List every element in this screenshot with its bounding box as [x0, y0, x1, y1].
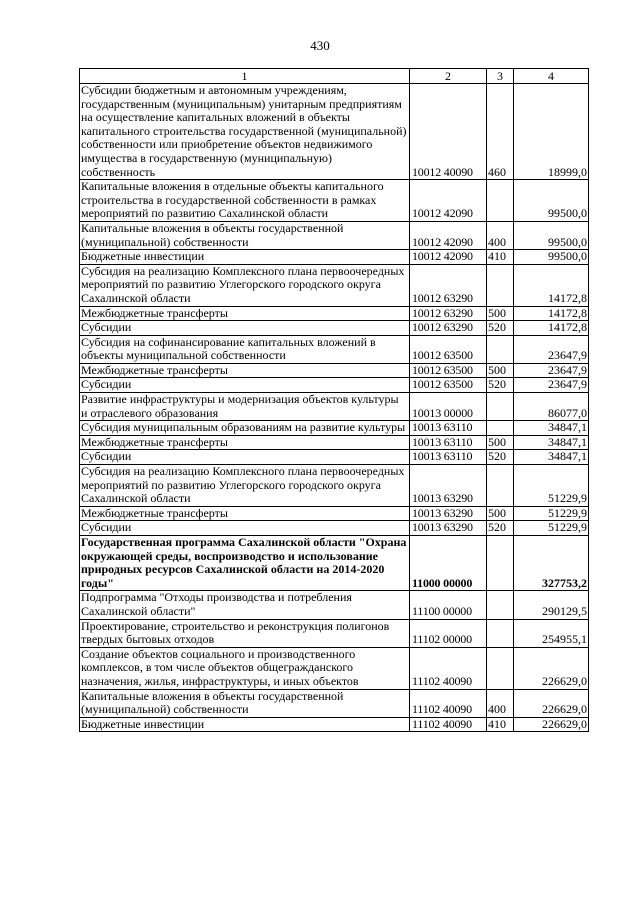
table-row: [80, 435, 589, 450]
row-vr: 400: [487, 689, 514, 717]
table-row: [80, 306, 589, 321]
row-code: 11102 40090: [410, 647, 487, 689]
row-name: Межбюджетные трансферты: [80, 435, 410, 450]
row-vr: [487, 421, 514, 436]
row-amount: 34847,1: [514, 450, 589, 465]
row-code: 11000 00000: [410, 536, 487, 591]
row-amount: 18999,0: [514, 84, 589, 180]
row-name: Межбюджетные трансферты: [80, 363, 410, 378]
row-vr: 500: [487, 506, 514, 521]
row-code: 10013 63110: [410, 450, 487, 465]
row-name: Создание объектов социального и производственного комплексов, в том числе объектов общегражданского назначения, жилья, инфраструктуры, и иных объектов: [80, 647, 410, 689]
row-code: 10012 63290: [410, 306, 487, 321]
table-header-row: [80, 69, 589, 84]
table-row: [80, 264, 589, 306]
row-code: 11102 40090: [410, 689, 487, 717]
table-row: [80, 250, 589, 265]
row-name: Субсидии: [80, 450, 410, 465]
row-name: Подпрограмма "Отходы производства и потребления Сахалинской области": [80, 591, 410, 619]
row-code: 10012 40090: [410, 84, 487, 180]
row-name: Межбюджетные трансферты: [80, 506, 410, 521]
table-row: [80, 717, 589, 732]
row-vr: [487, 536, 514, 591]
row-vr: 520: [487, 321, 514, 336]
row-amount: 99500,0: [514, 250, 589, 265]
table-row: [80, 536, 589, 591]
row-name: Субсидии бюджетным и автономным учреждениям, государственным (муниципальным) унитарным предприятиям на осуществление капитальных вложений в объекты капитального строительства государственной (муниципальной) собственности или приобретение объектов недвижимого имущества в государственную (муниципальную) собственность: [80, 84, 410, 180]
row-code: 10012 63290: [410, 264, 487, 306]
row-name: Субсидия на софинансирование капитальных вложений в объекты муниципальной собственности: [80, 335, 410, 363]
row-amount: 34847,1: [514, 435, 589, 450]
row-amount: 290129,5: [514, 591, 589, 619]
row-code: 10013 63290: [410, 506, 487, 521]
table-row: [80, 421, 589, 436]
row-name: Субсидии: [80, 378, 410, 393]
row-name: Субсидия на реализацию Комплексного плана первоочередных мероприятий по развитию Углегорского городского округа Сахалинской области: [80, 264, 410, 306]
row-amount: 23647,9: [514, 363, 589, 378]
row-code: 10013 63290: [410, 521, 487, 536]
page-number: 430: [310, 38, 330, 53]
row-code: 11102 00000: [410, 619, 487, 647]
row-amount: 327753,2: [514, 536, 589, 591]
row-name: Капитальные вложения в объекты государственной (муниципальной) собственности: [80, 689, 410, 717]
row-amount: 23647,9: [514, 378, 589, 393]
row-amount: 51229,9: [514, 521, 589, 536]
table-row: [80, 180, 589, 222]
row-code: 10012 42090: [410, 180, 487, 222]
row-amount: 14172,8: [514, 321, 589, 336]
row-name: Межбюджетные трансферты: [80, 306, 410, 321]
table-row: [80, 647, 589, 689]
row-code: 10013 63110: [410, 435, 487, 450]
row-name: Субсидии: [80, 321, 410, 336]
row-vr: 500: [487, 363, 514, 378]
row-code: 10012 42090: [410, 250, 487, 265]
table-row: [80, 450, 589, 465]
row-code: 10012 42090: [410, 221, 487, 249]
row-amount: 226629,0: [514, 647, 589, 689]
table-row: [80, 689, 589, 717]
row-code: 10012 63500: [410, 378, 487, 393]
row-name: Проектирование, строительство и реконструкция полигонов твердых бытовых отходов: [80, 619, 410, 647]
row-code: 11102 40090: [410, 717, 487, 732]
table-row: [80, 591, 589, 619]
row-name: Развитие инфраструктуры и модернизация объектов культуры и отраслевого образования: [80, 393, 410, 421]
row-amount: 34847,1: [514, 421, 589, 436]
row-amount: 51229,9: [514, 506, 589, 521]
row-vr: 500: [487, 435, 514, 450]
row-amount: 86077,0: [514, 393, 589, 421]
row-name: Субсидия муниципальным образованиям на развитие культуры: [80, 421, 410, 436]
table-row: [80, 321, 589, 336]
header-col-3: 3: [487, 69, 514, 84]
row-vr: [487, 647, 514, 689]
row-vr: [487, 465, 514, 507]
table-row: [80, 221, 589, 249]
row-vr: [487, 591, 514, 619]
row-vr: 520: [487, 521, 514, 536]
row-code: 10013 00000: [410, 393, 487, 421]
row-code: 10013 63290: [410, 465, 487, 507]
row-amount: 99500,0: [514, 221, 589, 249]
row-name: Субсидии: [80, 521, 410, 536]
table-row: [80, 506, 589, 521]
row-vr: 500: [487, 306, 514, 321]
row-vr: [487, 393, 514, 421]
row-amount: 14172,8: [514, 264, 589, 306]
table-row: [80, 84, 589, 180]
table-row: [80, 335, 589, 363]
row-vr: 410: [487, 250, 514, 265]
row-vr: 520: [487, 450, 514, 465]
row-amount: 226629,0: [514, 717, 589, 732]
row-name: Бюджетные инвестиции: [80, 717, 410, 732]
budget-table: [79, 68, 589, 732]
row-code: 10012 63500: [410, 335, 487, 363]
row-name: Государственная программа Сахалинской области "Охрана окружающей среды, воспроизводство и использование природных ресурсов Сахалинской области на 2014-2020 годы": [80, 536, 410, 591]
row-amount: 99500,0: [514, 180, 589, 222]
row-vr: 520: [487, 378, 514, 393]
row-vr: [487, 619, 514, 647]
row-amount: 14172,8: [514, 306, 589, 321]
row-amount: 51229,9: [514, 465, 589, 507]
row-code: 10013 63110: [410, 421, 487, 436]
header-col-1: 1: [80, 69, 410, 84]
row-code: 10012 63500: [410, 363, 487, 378]
row-amount: 23647,9: [514, 335, 589, 363]
row-amount: 226629,0: [514, 689, 589, 717]
row-name: Бюджетные инвестиции: [80, 250, 410, 265]
table-row: [80, 465, 589, 507]
row-code: 11100 00000: [410, 591, 487, 619]
table-row: [80, 393, 589, 421]
header-col-4: 4: [514, 69, 589, 84]
table-row: [80, 363, 589, 378]
table-row: [80, 619, 589, 647]
row-vr: [487, 180, 514, 222]
row-name: Капитальные вложения в отдельные объекты капитального строительства в государственной собственности в рамках мероприятий по развитию Сахалинской области: [80, 180, 410, 222]
row-name: Капитальные вложения в объекты государственной (муниципальной) собственности: [80, 221, 410, 249]
table-row: [80, 521, 589, 536]
row-vr: 410: [487, 717, 514, 732]
row-amount: 254955,1: [514, 619, 589, 647]
table-row: [80, 378, 589, 393]
row-code: 10012 63290: [410, 321, 487, 336]
row-vr: [487, 335, 514, 363]
header-col-2: 2: [410, 69, 487, 84]
row-vr: 400: [487, 221, 514, 249]
row-name: Субсидия на реализацию Комплексного плана первоочередных мероприятий по развитию Углегорского городского округа Сахалинской области: [80, 465, 410, 507]
row-vr: [487, 264, 514, 306]
row-vr: 460: [487, 84, 514, 180]
